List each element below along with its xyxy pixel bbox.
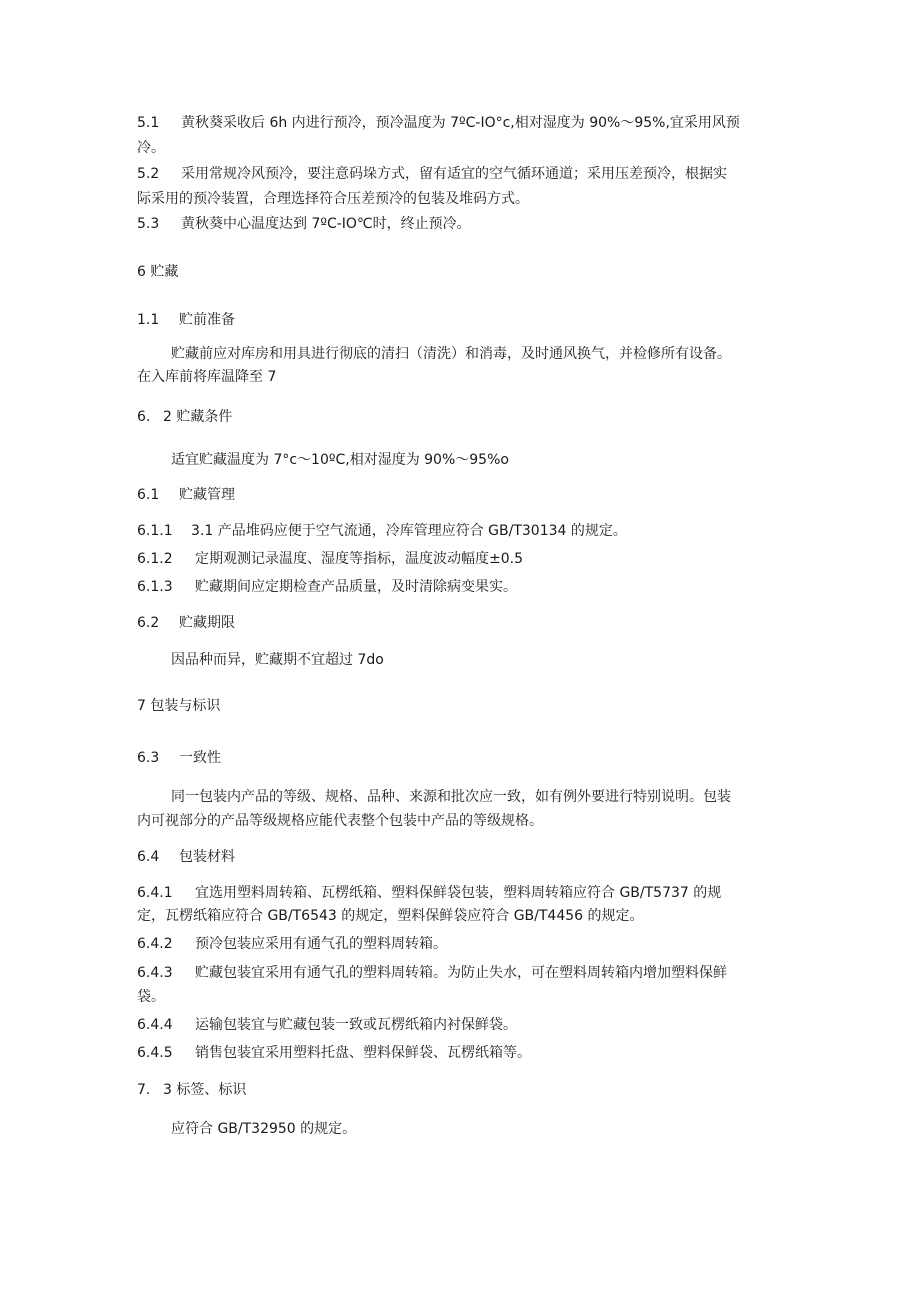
clause-6-4-1 (137, 883, 721, 903)
section-heading-7: 7 包装与标识 (137, 698, 221, 714)
clause-5-1-continuation: 冷。 (137, 140, 165, 156)
clause-number: 1.1 (137, 312, 160, 328)
clause-number: 6.1.2 (137, 551, 173, 567)
clause-6-4-1-continuation: 定，瓦楞纸箱应符合 GB/T6543 的规定，塑料保鲜袋应符合 GB/T4456 的规定。 (137, 908, 644, 924)
clause-5-2 (137, 164, 727, 184)
clause-1-1 (137, 310, 235, 330)
clause-text: 贮藏期限 (179, 615, 235, 631)
clause-5-1 (137, 113, 740, 133)
clause-5-3 (137, 214, 471, 234)
clause-number: 6.4.1 (137, 885, 173, 901)
clause-7-3 (137, 1080, 246, 1100)
clause-number: 5.2 (137, 166, 160, 182)
clause-text: 2 贮藏条件 (163, 409, 233, 425)
clause-text: 一致性 (179, 750, 221, 766)
paragraph-consistency-line2: 内可视部分的产品等级规格应能代表整个包装中产品的等级规格。 (137, 813, 543, 829)
clause-5-2-continuation: 际采用的预冷装置，合理选择符合压差预冷的包装及堆码方式。 (137, 191, 529, 207)
clause-text: 3.1 产品堆码应便于空气流通，冷库管理应符合 GB/T30134 的规定。 (191, 523, 627, 539)
clause-text: 3 标签、标识 (163, 1082, 247, 1098)
paragraph-storage-prep-line1: 贮藏前应对库房和用具进行彻底的清扫（清洗）和消毒，及时通风换气，并检修所有设备。 (171, 346, 731, 362)
clause-text: 销售包装宜采用塑料托盘、塑料保鲜袋、瓦楞纸箱等。 (195, 1045, 531, 1061)
section-heading-6: 6 贮藏 (137, 264, 179, 280)
paragraph-storage-period: 因品种而异，贮藏期不宜超过 7do (171, 652, 384, 668)
clause-text: 包装材料 (179, 849, 235, 865)
clause-text: 贮藏管理 (179, 487, 235, 503)
clause-number: 6.1.3 (137, 579, 173, 595)
clause-number: 6.1 (137, 487, 160, 503)
clause-number: 6.4 (137, 849, 160, 865)
clause-number: 7. (137, 1082, 151, 1098)
clause-6-3 (137, 748, 221, 768)
paragraph-consistency-line1: 同一包装内产品的等级、规格、品种、来源和批次应一致，如有例外要进行特别说明。包装 (171, 789, 731, 805)
clause-6-1-2 (137, 549, 523, 569)
clause-6-1-3 (137, 577, 517, 597)
clause-6-4-4 (137, 1015, 517, 1035)
clause-6-1 (137, 485, 235, 505)
clause-text: 贮藏包装宜采用有通气孔的塑料周转箱。为防止失水，可在塑料周转箱内增加塑料保鲜 (195, 965, 727, 981)
clause-text: 贮前准备 (179, 312, 235, 328)
clause-number: 6.4.2 (137, 936, 173, 952)
clause-number: 6.4.4 (137, 1017, 173, 1033)
clause-text: 宜选用塑料周转箱、瓦楞纸箱、塑料保鲜袋包装，塑料周转箱应符合 GB/T5737 的规 (195, 885, 722, 901)
clause-text: 黄秋葵采收后 6h 内进行预冷，预冷温度为 7ºC-IO°c,相对湿度为 90%～95%,宜采用风预 (181, 115, 740, 131)
clause-6-2-conditions (137, 407, 232, 427)
clause-text: 贮藏期间应定期检查产品质量，及时清除病变果实。 (195, 579, 517, 595)
clause-text: 预冷包装应采用有通气孔的塑料周转箱。 (195, 936, 447, 952)
clause-number: 6.1.1 (137, 523, 173, 539)
clause-6-4 (137, 847, 235, 867)
clause-number: 6.2 (137, 615, 160, 631)
paragraph-storage-conditions: 适宜贮藏温度为 7°c～10ºC,相对湿度为 90%～95%o (171, 452, 509, 468)
clause-6-4-3-continuation: 袋。 (137, 989, 165, 1005)
clause-number: 5.1 (137, 115, 160, 131)
paragraph-storage-prep-line2: 在入库前将库温降至 7 (137, 369, 277, 385)
clause-text: 黄秋葵中心温度达到 7ºC-IO℃时，终止预冷。 (181, 216, 471, 232)
clause-number: 5.3 (137, 216, 160, 232)
clause-text: 定期观测记录温度、湿度等指标，温度波动幅度±0.5 (195, 551, 523, 567)
clause-6-4-5 (137, 1043, 531, 1063)
clause-6-1-1 (137, 521, 627, 541)
clause-number: 6.3 (137, 750, 160, 766)
clause-number: 6.4.5 (137, 1045, 173, 1061)
clause-text: 采用常规冷风预冷，要注意码垛方式，留有适宜的空气循环通道；采用压差预冷，根据实 (181, 166, 727, 182)
clause-text: 运输包装宜与贮藏包装一致或瓦楞纸箱内衬保鲜袋。 (195, 1017, 517, 1033)
clause-6-4-3 (137, 963, 727, 983)
clause-6-2-period (137, 613, 235, 633)
clause-number: 6.4.3 (137, 965, 173, 981)
clause-number: 6. (137, 409, 151, 425)
paragraph-labeling: 应符合 GB/T32950 的规定。 (171, 1121, 357, 1137)
clause-6-4-2 (137, 934, 447, 954)
